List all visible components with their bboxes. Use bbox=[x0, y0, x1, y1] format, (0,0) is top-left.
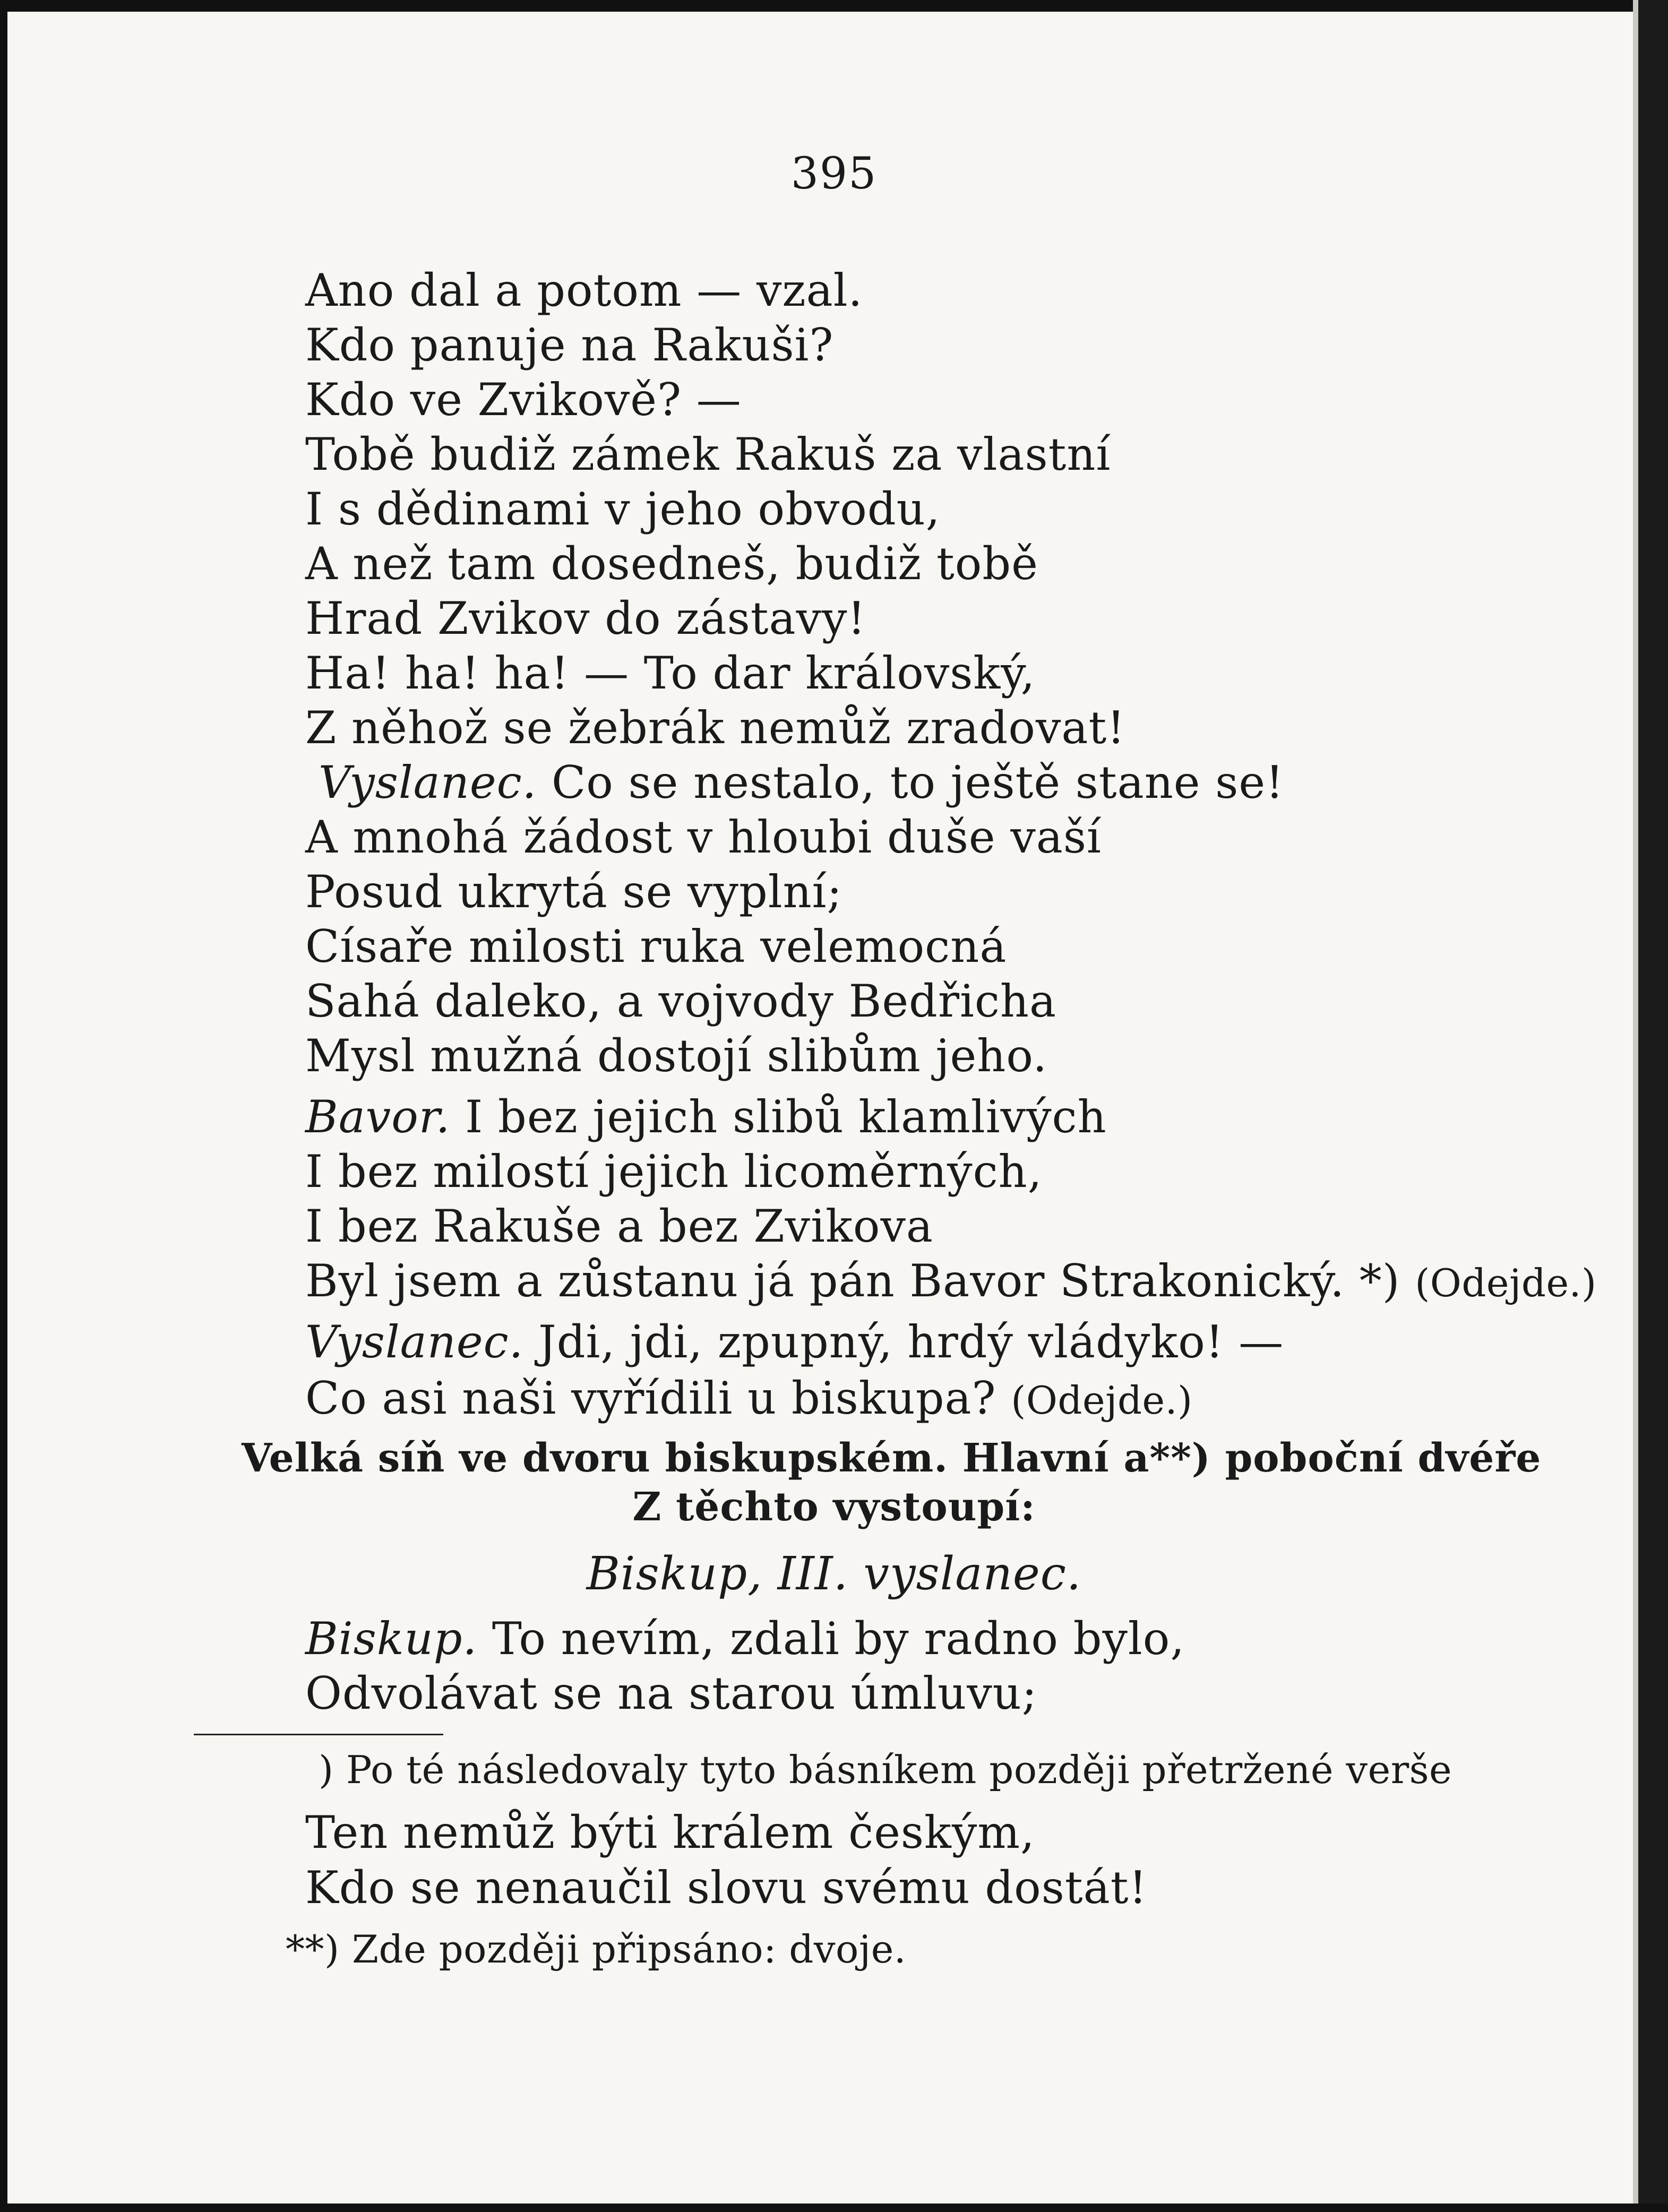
verse-line: Ha! ha! ha! — To dar královský, bbox=[305, 647, 1036, 699]
stage-direction: (Odejde.) bbox=[1011, 1378, 1193, 1423]
verse-line: I s dědinami v jeho obvodu, bbox=[305, 483, 941, 535]
verse-line: Kdo ve Zvikově? — bbox=[305, 374, 742, 426]
scan-edge-right bbox=[1638, 0, 1668, 2212]
verse-line: Tobě budiž zámek Rakuš za vlastní bbox=[305, 428, 1111, 480]
dialogue-text: To nevím, zdali by radno bylo, bbox=[492, 1613, 1185, 1665]
cast-list: Biskup, III. vyslanec. bbox=[586, 1547, 1082, 1600]
speaker-name: Vyslanec. bbox=[319, 756, 537, 808]
footnote-2: **) Zde později připsáno: dvoje. bbox=[286, 1927, 907, 1972]
scan-edge-top bbox=[0, 0, 1668, 12]
verse-line: I bez milostí jejich licoměrných, bbox=[305, 1146, 1043, 1198]
verse-line: Kdo panuje na Rakuši? bbox=[305, 319, 834, 371]
verse-line: Ano dal a potom — vzal. bbox=[305, 264, 863, 316]
page-number: 395 bbox=[790, 149, 878, 199]
dialogue-line bbox=[319, 756, 1284, 808]
footnote-verse: Ten nemůž býti králem českým, bbox=[305, 1806, 1035, 1858]
dialogue-line bbox=[305, 1255, 1597, 1307]
dialogue-line bbox=[305, 1091, 1107, 1143]
footnote-intro: ) Po té následovaly tyto básníkem později přetržené verše bbox=[319, 1748, 1452, 1792]
dialogue-line bbox=[305, 1316, 1284, 1368]
verse-line: Mysl mužná dostojí slibům jeho. bbox=[305, 1030, 1048, 1082]
scene-heading: Velká síň ve dvoru biskupském. Hlavní a**) poboční dvéře bbox=[242, 1435, 1542, 1481]
footnote-verse: Kdo se nenaučil slovu svému dostát! bbox=[305, 1862, 1148, 1914]
scan-edge-right-inner bbox=[1633, 0, 1638, 2212]
verse-line: I bez Rakuše a bez Zvikova bbox=[305, 1200, 934, 1252]
verse-line: Hrad Zvikov do zástavy! bbox=[305, 592, 866, 644]
dialogue-line bbox=[305, 1372, 1193, 1424]
speaker-name: Bavor. bbox=[305, 1091, 451, 1143]
footnote-separator bbox=[194, 1734, 443, 1735]
scan-edge-left bbox=[0, 0, 7, 2212]
verse-line: Odvolávat se na starou úmluvu; bbox=[305, 1667, 1038, 1719]
verse-line: A než tam dosedneš, budiž tobě bbox=[305, 538, 1038, 590]
dialogue-text: Co asi naši vyřídili u biskupa? bbox=[305, 1372, 996, 1424]
dialogue-text: I bez jejich slibů klamlivých bbox=[465, 1091, 1107, 1143]
verse-line: Z něhož se žebrák nemůž zradovat! bbox=[305, 702, 1125, 754]
dialogue-text: Co se nestalo, to ještě stane se! bbox=[552, 756, 1284, 808]
scene-heading-line2: Z těchto vystoupí: bbox=[632, 1484, 1036, 1530]
dialogue-line bbox=[305, 1613, 1185, 1665]
stage-direction: (Odejde.) bbox=[1415, 1261, 1597, 1305]
dialogue-text: Byl jsem a zůstanu já pán Bavor Strakonický. *) bbox=[305, 1255, 1400, 1307]
verse-line: A mnohá žádost v hloubi duše vaší bbox=[305, 811, 1102, 863]
scan-edge-bottom bbox=[0, 2204, 1668, 2212]
verse-line: Sahá daleko, a vojvody Bedřicha bbox=[305, 975, 1057, 1027]
verse-line: Posud ukrytá se vyplní; bbox=[305, 866, 842, 918]
speaker-name: Vyslanec. bbox=[305, 1316, 524, 1368]
dialogue-text: Jdi, jdi, zpupný, hrdý vládyko! — bbox=[538, 1316, 1284, 1368]
verse-line: Císaře milosti ruka velemocná bbox=[305, 920, 1007, 972]
speaker-name: Biskup. bbox=[305, 1613, 478, 1665]
